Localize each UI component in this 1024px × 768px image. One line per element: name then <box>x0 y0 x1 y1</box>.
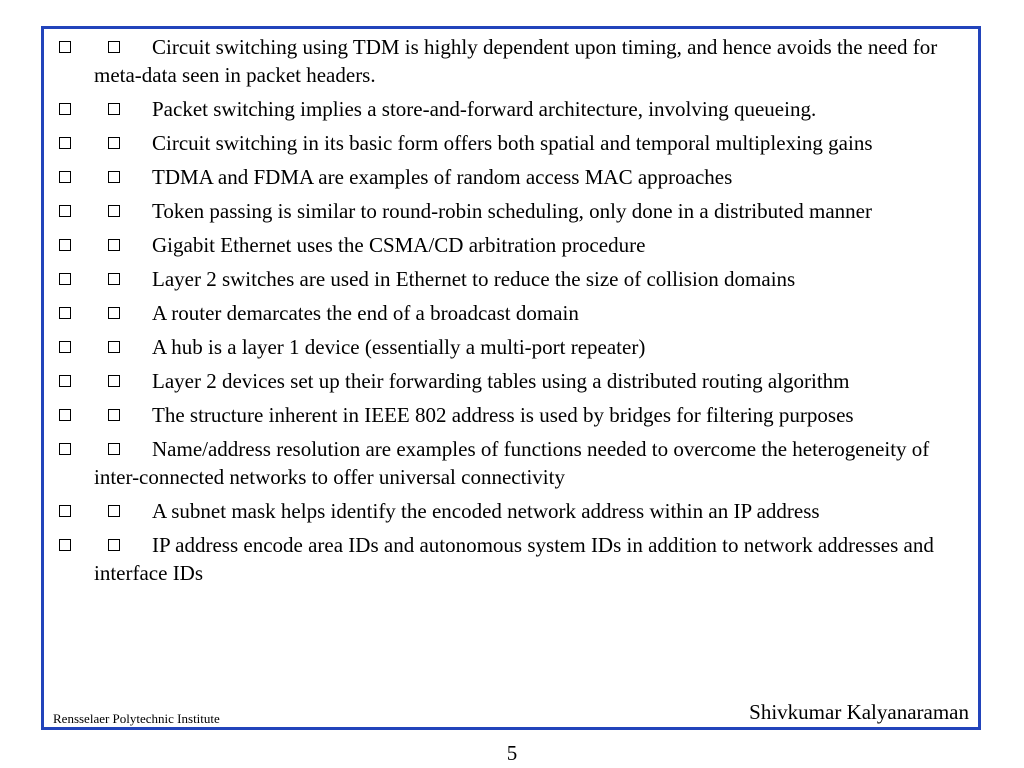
list-item <box>52 497 972 525</box>
checkbox-false-icon[interactable] <box>108 41 120 53</box>
list-item <box>52 401 972 429</box>
checkbox-true-icon[interactable] <box>59 273 71 285</box>
checkbox-true-icon[interactable] <box>59 505 71 517</box>
statement-text: Gigabit Ethernet uses the CSMA/CD arbitration procedure <box>152 233 646 257</box>
checkbox-false-icon[interactable] <box>108 409 120 421</box>
slide-frame <box>41 26 981 730</box>
checkbox-false-icon[interactable] <box>108 443 120 455</box>
list-item <box>52 367 972 395</box>
checkbox-false-icon[interactable] <box>108 539 120 551</box>
statement-text: Layer 2 devices set up their forwarding tables using a distributed routing algorithm <box>152 369 850 393</box>
list-item <box>52 333 972 361</box>
statement-text: Name/address resolution are examples of functions needed to overcome the heterogeneity of inter-connected networks to offer universal connectivity <box>94 437 930 489</box>
list-item <box>52 299 972 327</box>
institute-name: Rensselaer Polytechnic Institute <box>53 711 220 726</box>
list-item <box>52 435 972 491</box>
statement-text: Packet switching implies a store-and-forward architecture, involving queueing. <box>152 97 817 121</box>
statement-text: Token passing is similar to round-robin scheduling, only done in a distributed manner <box>152 199 872 223</box>
checkbox-false-icon[interactable] <box>108 239 120 251</box>
author-name: Shivkumar Kalyanaraman <box>749 700 969 724</box>
statement-text: A hub is a layer 1 device (essentially a multi-port repeater) <box>152 335 646 359</box>
checkbox-false-icon[interactable] <box>108 341 120 353</box>
question-list <box>52 33 972 593</box>
checkbox-true-icon[interactable] <box>59 375 71 387</box>
statement-text: A subnet mask helps identify the encoded network address within an IP address <box>152 499 820 523</box>
checkbox-true-icon[interactable] <box>59 239 71 251</box>
page-number: 5 <box>506 741 518 765</box>
statement-text: Layer 2 switches are used in Ethernet to reduce the size of collision domains <box>152 267 796 291</box>
statement-text: A router demarcates the end of a broadcast domain <box>152 301 579 325</box>
checkbox-true-icon[interactable] <box>59 409 71 421</box>
checkbox-false-icon[interactable] <box>108 505 120 517</box>
list-item <box>52 197 972 225</box>
statement-text: Circuit switching using TDM is highly dependent upon timing, and hence avoids the need for meta-data seen in packet headers. <box>94 35 938 87</box>
list-item <box>52 231 972 259</box>
checkbox-false-icon[interactable] <box>108 375 120 387</box>
checkbox-true-icon[interactable] <box>59 443 71 455</box>
checkbox-true-icon[interactable] <box>59 205 71 217</box>
list-item <box>52 531 972 587</box>
statement-text: IP address encode area IDs and autonomous system IDs in addition to network addresses and interface IDs <box>94 533 934 585</box>
checkbox-false-icon[interactable] <box>108 103 120 115</box>
checkbox-false-icon[interactable] <box>108 205 120 217</box>
list-item <box>52 163 972 191</box>
list-item <box>52 265 972 293</box>
checkbox-true-icon[interactable] <box>59 103 71 115</box>
checkbox-true-icon[interactable] <box>59 539 71 551</box>
checkbox-true-icon[interactable] <box>59 341 71 353</box>
checkbox-true-icon[interactable] <box>59 137 71 149</box>
checkbox-false-icon[interactable] <box>108 171 120 183</box>
list-item <box>52 33 972 89</box>
list-item <box>52 129 972 157</box>
checkbox-true-icon[interactable] <box>59 307 71 319</box>
checkbox-false-icon[interactable] <box>108 137 120 149</box>
checkbox-false-icon[interactable] <box>108 273 120 285</box>
list-item <box>52 95 972 123</box>
statement-text: Circuit switching in its basic form offers both spatial and temporal multiplexing gains <box>152 131 873 155</box>
statement-text: The structure inherent in IEEE 802 address is used by bridges for filtering purposes <box>152 403 854 427</box>
checkbox-false-icon[interactable] <box>108 307 120 319</box>
checkbox-true-icon[interactable] <box>59 171 71 183</box>
checkbox-true-icon[interactable] <box>59 41 71 53</box>
statement-text: TDMA and FDMA are examples of random access MAC approaches <box>152 165 733 189</box>
